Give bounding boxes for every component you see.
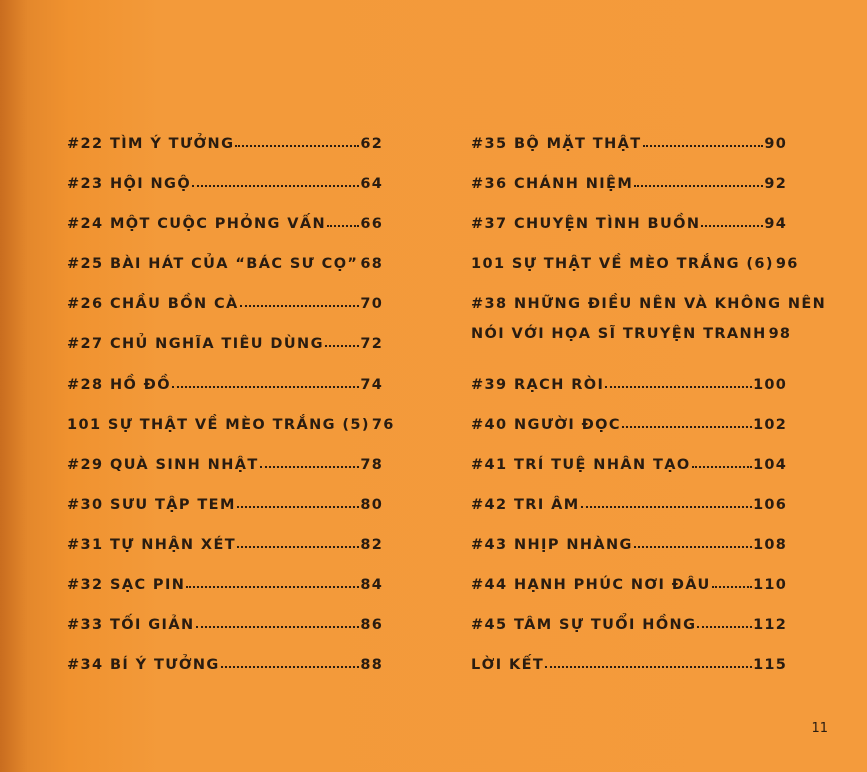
toc-entry-page: 112 (753, 617, 787, 634)
toc-entry-page: 100 (753, 376, 787, 393)
dot-leader (237, 546, 359, 548)
toc-entry-page: 108 (753, 536, 787, 553)
dot-leader (186, 586, 359, 588)
toc-entry-page: 72 (360, 336, 383, 353)
dot-leader (634, 546, 752, 548)
toc-entry-page: 94 (764, 216, 787, 233)
dot-leader (701, 225, 763, 227)
toc-entry-title: #36 CHÁNH NIỆM (471, 176, 634, 193)
toc-entry (471, 537, 787, 577)
toc-entry-title: #26 CHẦU BỒN CÀ (67, 296, 239, 313)
dot-leader (237, 506, 360, 508)
toc-entry-title: #40 NGƯỜI ĐỌC (471, 416, 621, 433)
toc-entry (471, 136, 787, 176)
toc-entry-page: 96 (775, 256, 799, 273)
toc-entry (67, 136, 383, 176)
dot-leader (260, 466, 360, 468)
toc-entry-title: #23 HỘI NGỘ (67, 176, 192, 193)
dot-leader (622, 426, 752, 428)
toc-entry (67, 416, 395, 457)
toc-entry (67, 256, 383, 296)
toc-entry (67, 537, 383, 577)
dot-leader (196, 626, 360, 628)
toc-entry-title: #35 BỘ MẶT THẬT (471, 136, 642, 152)
toc-entry-title: #28 HỒ ĐỒ (67, 376, 171, 393)
toc-entry-page: 86 (360, 617, 383, 634)
toc-entry-title: #41 TRÍ TUỆ NHÂN TẠO (471, 456, 691, 473)
toc-entry (471, 577, 787, 617)
toc-entry-title: LỜI KẾT (471, 657, 545, 674)
toc-entry-page: 92 (764, 176, 787, 193)
toc-column-right (471, 136, 827, 697)
toc-entry (471, 417, 787, 457)
toc-entry (67, 617, 383, 657)
toc-entry-page: 64 (360, 176, 383, 193)
toc-entry (471, 176, 787, 216)
toc-entry-page: 78 (360, 456, 383, 473)
dot-leader (581, 506, 753, 508)
toc-entry (67, 657, 383, 697)
toc-entry-page: 88 (360, 657, 383, 674)
page-number: 11 (811, 721, 828, 736)
toc-entry-page: 102 (753, 416, 787, 433)
toc-entry-page: 90 (764, 136, 787, 152)
toc-entry-title: #27 CHỦ NGHĨA TIÊU DÙNG (67, 336, 324, 353)
toc-entry-title: #42 TRI ÂM (471, 496, 580, 513)
dot-leader (327, 225, 359, 227)
toc-entry-page: 68 (360, 256, 383, 273)
toc-entry-title: 101 SỰ THẬT VỀ MÈO TRẮNG (5) (67, 416, 370, 433)
dot-leader (221, 666, 360, 668)
toc-column-left (67, 136, 395, 697)
toc-entry (67, 296, 383, 336)
toc-entry-page: 70 (360, 296, 383, 313)
dot-leader (172, 386, 359, 388)
toc-entry-title: #29 QUÀ SINH NHẬT (67, 456, 259, 473)
toc-entry-page: 74 (360, 376, 383, 393)
dot-leader (697, 626, 752, 628)
toc-entry-title: #30 SƯU TẬP TEM (67, 496, 236, 513)
toc-entry (67, 377, 383, 417)
toc-entry-page: 76 (371, 416, 395, 433)
toc-entry-title: #45 TÂM SỰ TUỔI HỒNG (471, 617, 697, 634)
dot-leader (192, 185, 359, 187)
toc-entry (67, 336, 383, 376)
toc-entry-page: 80 (360, 496, 383, 513)
toc-entry (67, 497, 383, 537)
toc-entry (471, 657, 787, 697)
toc-entry (471, 296, 827, 376)
toc-entry-title: #24 MỘT CUỘC PHỎNG VẤN (67, 216, 327, 233)
toc-entry-title: #34 BÍ Ý TƯỞNG (67, 657, 220, 674)
toc-entry (471, 256, 799, 296)
toc-entry-title: #22 TÌM Ý TƯỞNG (67, 136, 235, 152)
toc-entry-page: 98 (768, 326, 792, 343)
toc-entry-page: 106 (753, 496, 787, 513)
dot-leader (325, 345, 360, 347)
toc-entry-title: #39 RẠCH RÒI (471, 376, 605, 393)
toc-entry (471, 457, 787, 497)
toc-entry-title: 101 SỰ THẬT VỀ MÈO TRẮNG (6) (471, 256, 774, 273)
toc-entry (471, 216, 787, 256)
toc-entry-page: 84 (360, 577, 383, 594)
toc-entry-title: #33 TỐI GIẢN (67, 617, 195, 634)
toc-entry (471, 497, 787, 537)
dot-leader (240, 305, 360, 307)
toc-entry-title: #31 TỰ NHẬN XÉT (67, 536, 237, 553)
dot-leader (605, 386, 752, 388)
toc-entry-title-line2: NÓI VỚI HỌA SĨ TRUYỆN TRANH (471, 326, 767, 343)
toc-entry-page: 66 (360, 216, 383, 233)
toc-entry-title-line1: #38 NHỮNG ĐIỀU NÊN VÀ KHÔNG NÊN (471, 296, 827, 313)
dot-leader (712, 586, 753, 588)
toc-entry (67, 457, 383, 497)
toc-entry (67, 176, 383, 216)
dot-leader (643, 145, 764, 147)
dot-leader (235, 145, 359, 147)
toc-entry-title: #32 SẠC PIN (67, 577, 186, 594)
toc-entry-page: 110 (753, 577, 787, 594)
toc-entry (471, 617, 787, 657)
toc-entry-title: #44 HẠNH PHÚC NƠI ĐÂU (471, 577, 711, 594)
dot-leader (692, 466, 753, 468)
toc-entry (471, 377, 787, 417)
toc-entry-page: 115 (753, 657, 787, 674)
dot-leader (634, 185, 763, 187)
toc-entry-page: 82 (360, 536, 383, 553)
toc-entry-title: #25 BÀI HÁT CỦA “BÁC SƯ CỌ” (67, 256, 359, 273)
dot-leader (545, 666, 752, 668)
toc-entry-page: 104 (753, 456, 787, 473)
toc-entry (67, 216, 383, 256)
toc-entry-title: #37 CHUYỆN TÌNH BUỒN (471, 216, 701, 233)
toc-entry (67, 577, 383, 617)
toc-entry-page: 62 (360, 136, 383, 152)
toc-entry-title: #43 NHỊP NHÀNG (471, 536, 633, 553)
